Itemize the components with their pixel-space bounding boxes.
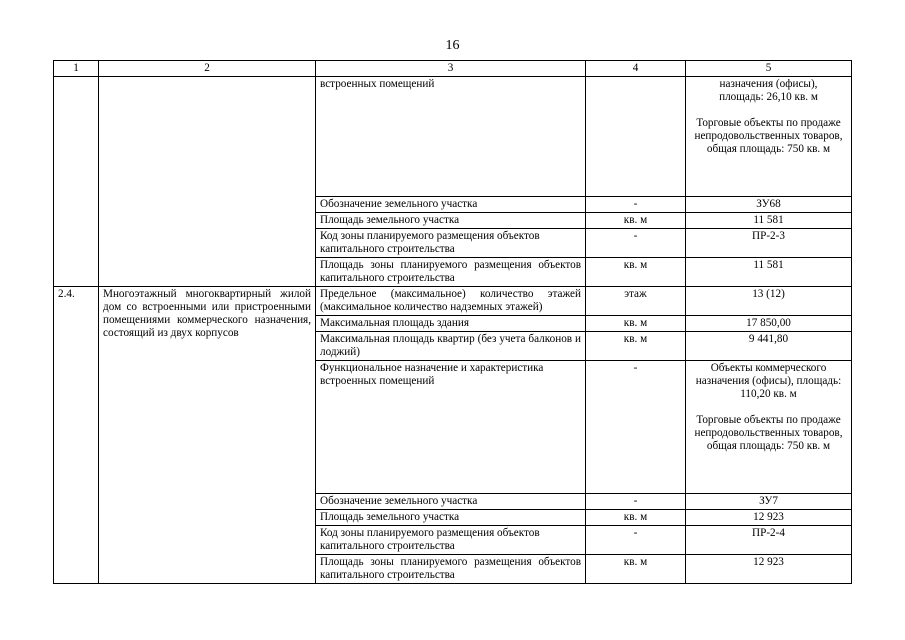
value-cell: 11 581 (686, 213, 852, 229)
value-cell: ПР-2-4 (686, 526, 852, 555)
table-row (54, 287, 852, 316)
parameter-name: Площадь земельного участка (316, 510, 586, 526)
parameter-name: Площадь земельного участка (316, 213, 586, 229)
value-cell: ЗУ7 (686, 494, 852, 510)
unit-cell: этаж (586, 287, 686, 316)
unit-cell: кв. м (586, 213, 686, 229)
page-number: 16 (445, 38, 460, 53)
value-cell: ПР-2-3 (686, 229, 852, 258)
header-cell-5: 5 (686, 61, 852, 77)
parameter-name: Функциональное назначение и характеристика встроенных помещений (316, 361, 586, 494)
value-cell: 13 (12) (686, 287, 852, 316)
item-number-cell: 2.4. (54, 287, 99, 584)
header-cell-2: 2 (99, 61, 316, 77)
unit-cell: кв. м (586, 258, 686, 287)
value-cell: Объекты коммерческого назначения (офисы), площадь: 110,20 кв. м Торговые объекты по продаже непродовольственных товаров, общая площадь: 750 кв. м (686, 361, 852, 494)
value-cell: ЗУ68 (686, 197, 852, 213)
parameter-name: Максимальная площадь здания (316, 316, 586, 332)
value-cell: назначения (офисы), площадь: 26,10 кв. м Торговые объекты по продаже непродовольственных товаров, общая площадь: 750 кв. м (686, 77, 852, 197)
parameter-name: Площадь зоны планируемого размещения объектов капитального строительства (316, 555, 586, 584)
item-name-cell (99, 77, 316, 287)
parameter-name: Обозначение земельного участка (316, 197, 586, 213)
parameter-name: Максимальная площадь квартир (без учета балконов и лоджий) (316, 332, 586, 361)
parameter-name: встроенных помещений (316, 77, 586, 197)
value-cell: 11 581 (686, 258, 852, 287)
parameter-name: Предельное (максимальное) количество этажей (максимальное количество надземных этажей) (316, 287, 586, 316)
unit-cell: - (586, 229, 686, 258)
parameter-name: Код зоны планируемого размещения объектов капитального строительства (316, 526, 586, 555)
table-row (54, 77, 852, 197)
value-cell: 9 441,80 (686, 332, 852, 361)
unit-cell: - (586, 197, 686, 213)
value-cell: 17 850,00 (686, 316, 852, 332)
unit-cell: кв. м (586, 316, 686, 332)
parameter-name: Код зоны планируемого размещения объектов капитального строительства (316, 229, 586, 258)
unit-cell: кв. м (586, 510, 686, 526)
unit-cell: - (586, 361, 686, 494)
parameter-name: Площадь зоны планируемого размещения объектов капитального строительства (316, 258, 586, 287)
table-header-row (54, 61, 852, 77)
item-name-cell: Многоэтажный многоквартирный жилой дом со встроенными или пристроенными помещениями коммерческого назначения, состоящий из двух корпусов (99, 287, 316, 584)
header-cell-4: 4 (586, 61, 686, 77)
item-number-cell (54, 77, 99, 287)
unit-cell: - (586, 526, 686, 555)
unit-cell: кв. м (586, 332, 686, 361)
parameters-table (53, 60, 852, 584)
value-cell: 12 923 (686, 555, 852, 584)
unit-cell: кв. м (586, 555, 686, 584)
unit-cell (586, 77, 686, 197)
header-cell-3: 3 (316, 61, 586, 77)
unit-cell: - (586, 494, 686, 510)
value-cell: 12 923 (686, 510, 852, 526)
parameter-name: Обозначение земельного участка (316, 494, 586, 510)
header-cell-1: 1 (54, 61, 99, 77)
